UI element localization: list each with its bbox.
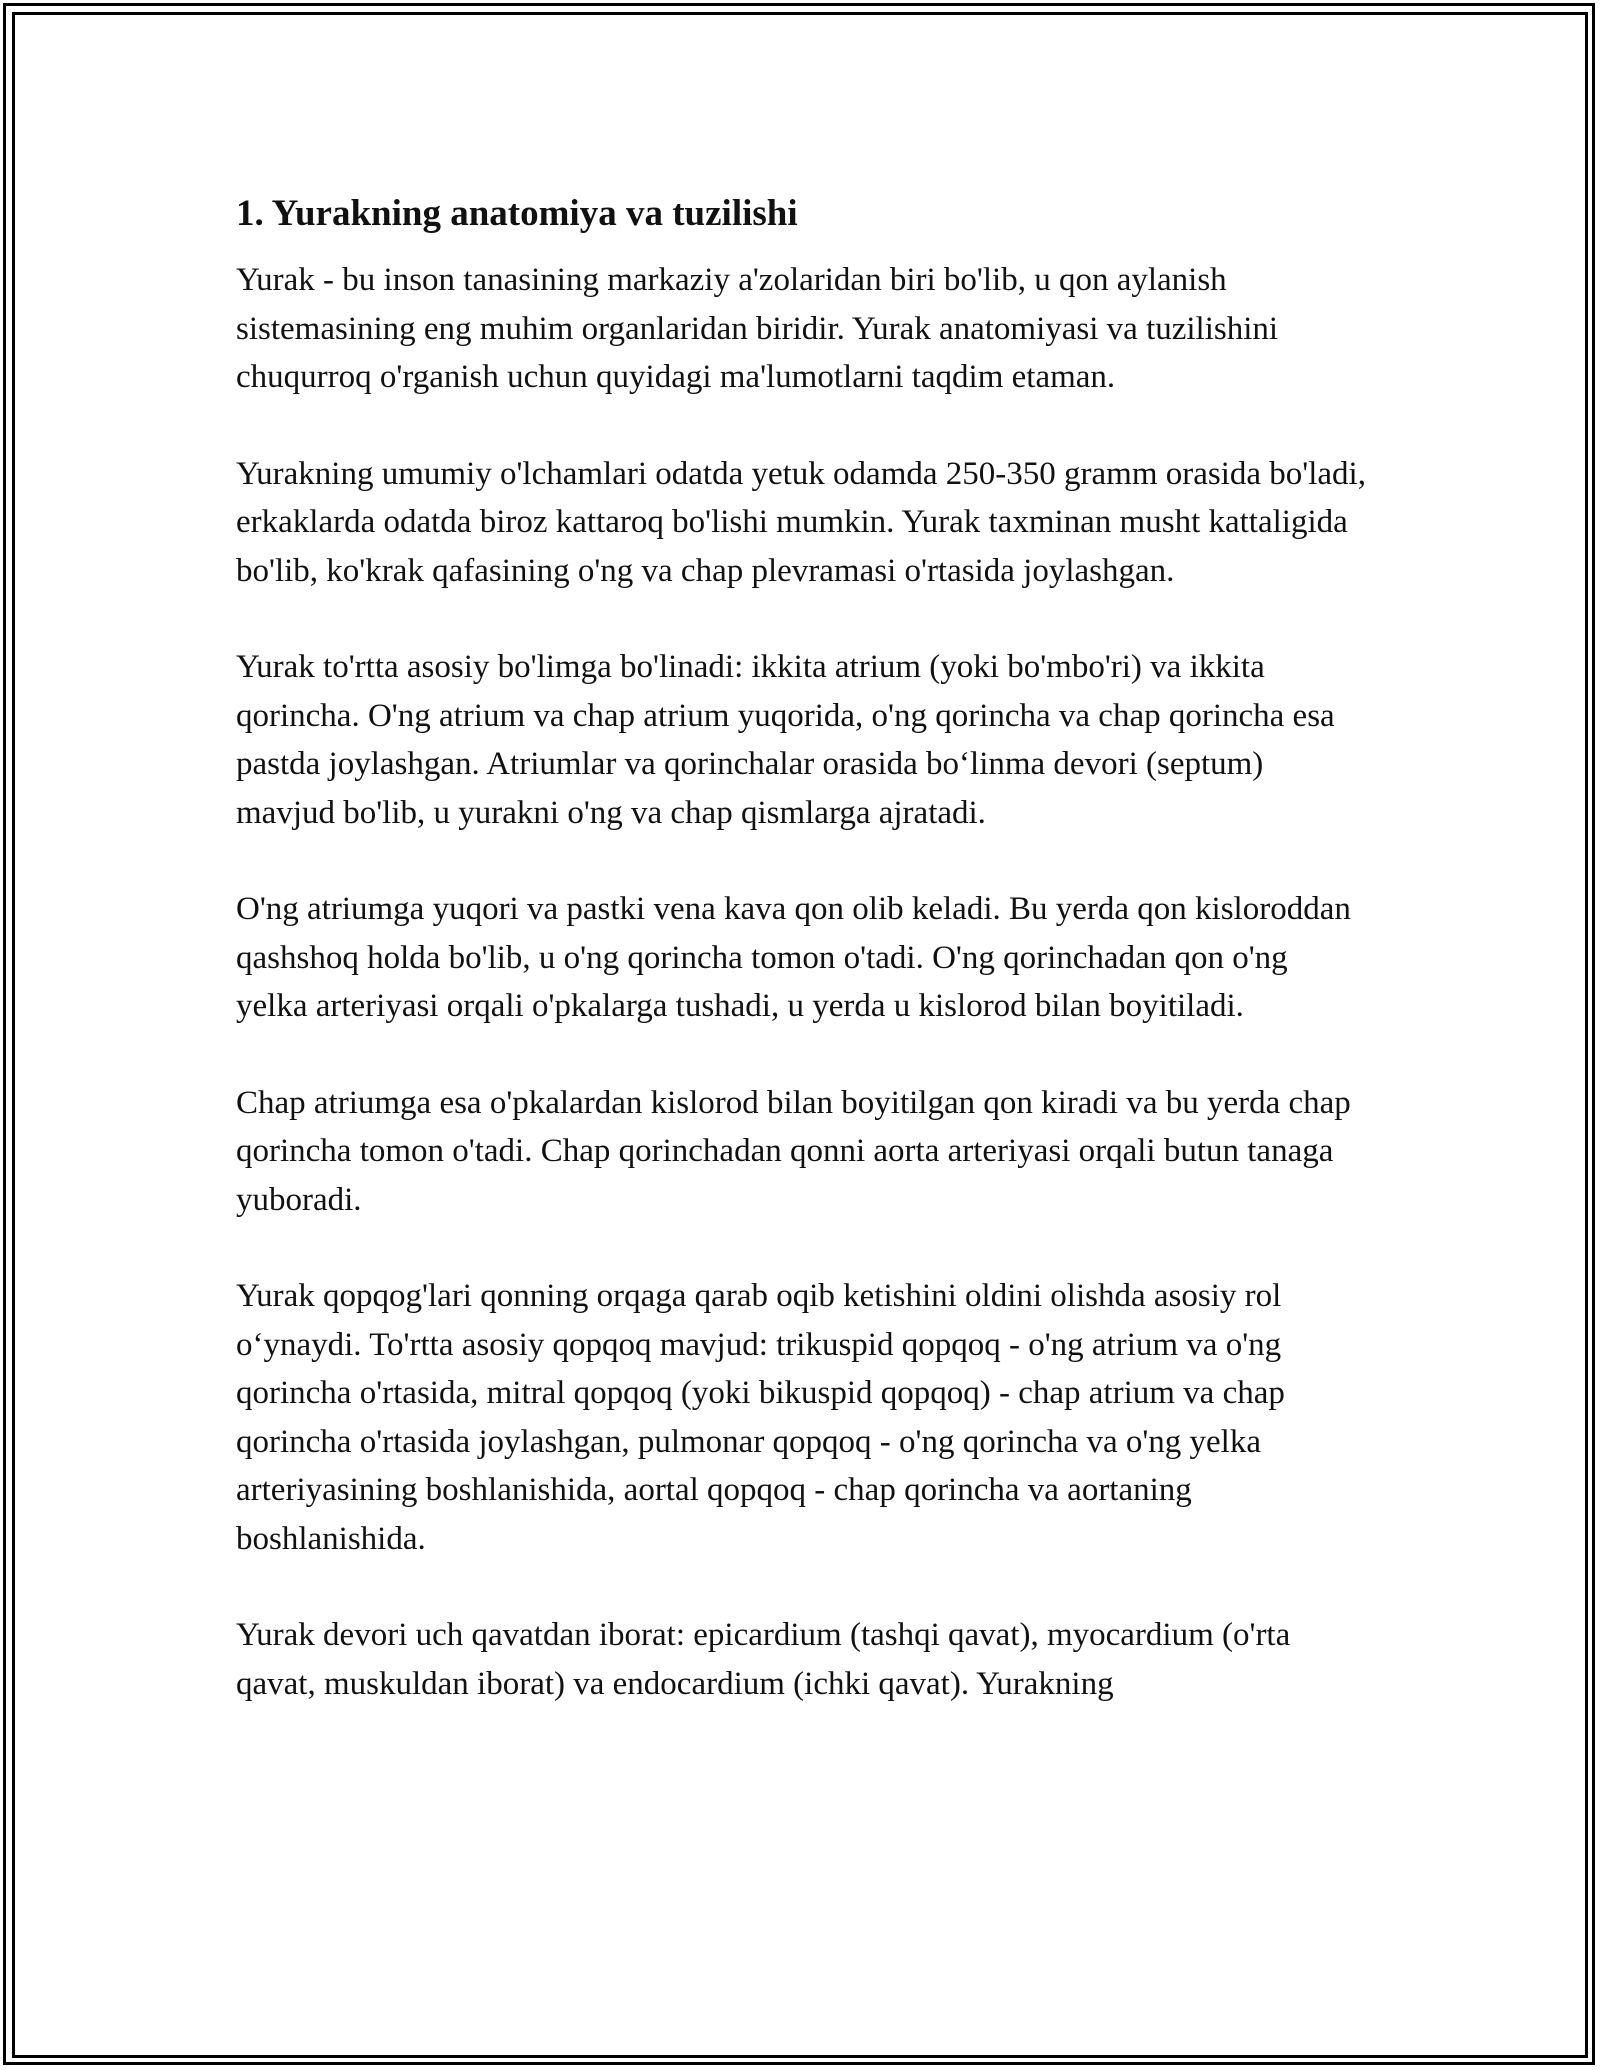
paragraph-right-atrium: O'ng atriumga yuqori va pastki vena kava qon olib keladi. Bu yerda qon kisloroddan qashshoq holda bo'lib, u o'ng qorincha tomon o'tadi. O'ng qorinchadan qon o'ng yelka arteriyasi orqali o'pkalarga tushadi, u yerda u kislorod bilan boyitiladi. (236, 891, 1351, 1024)
document-page (236, 188, 1366, 1756)
paragraph-wall: Yurak devori uch qavatdan iborat: epicardium (tashqi qavat), myocardium (o'rta qavat, muskuldan iborat) va endocardium (ichki qavat). Yurakning (236, 1617, 1291, 1702)
paragraph-chambers: Yurak to'rtta asosiy bo'limga bo'linadi: ikkita atrium (yoki bo'mbo'ri) va ikkita qorincha. O'ng atrium va chap atrium yuqorida, o'ng qorincha va chap qorincha esa pastda joylashgan. Atriumlar va qorinchalar orasida bo‘linma devori (septum) mavjud bo'lib, u yurakni o'ng va chap qismlarga ajratadi. (236, 649, 1335, 831)
section-heading: 1. Yurakning anatomiya va tuzilishi (236, 193, 798, 234)
paragraph-valves: Yurak qopqog'lari qonning orqaga qarab oqib ketishini oldini olishda asosiy rol o‘ynaydi. To'rtta asosiy qopqoq mavjud: trikuspid qopqoq - o'ng atrium va o'ng qorincha o'rtasida, mitral qopqoq (yoki bikuspid qopqoq) - chap atrium va chap qorincha o'rtasida joylashgan, pulmonar qopqoq - o'ng qorincha va o'ng yelka arteriyasining boshlanishida, aortal qopqoq - chap qorincha va aortaning boshlanishida. (236, 1278, 1285, 1557)
paragraph-intro: Yurak - bu inson tanasining markaziy a'zolaridan biri bo'lib, u qon aylanish sistemasining eng muhim organlaridan biridir. Yurak anatomiyasi va tuzilishini chuqurroq o'rganish uchun quyidagi ma'lumotlarni taqdim etaman. (236, 262, 1279, 395)
paragraph-left-atrium: Chap atriumga esa o'pkalardan kislorod bilan boyitilgan qon kiradi va bu yerda chap qorincha tomon o'tadi. Chap qorinchadan qonni aorta arteriyasi orqali butun tanaga yuboradi. (236, 1084, 1351, 1218)
paragraph-size: Yurakning umumiy o'lchamlari odatda yetuk odamda 250-350 gramm orasida bo'ladi, erkaklarda odatda biroz kattaroq bo'lishi mumkin. Yurak taxminan musht kattaligida bo'lib, ko'krak qafasining o'ng va chap plevramasi o'rtasida joylashgan. (236, 455, 1366, 589)
